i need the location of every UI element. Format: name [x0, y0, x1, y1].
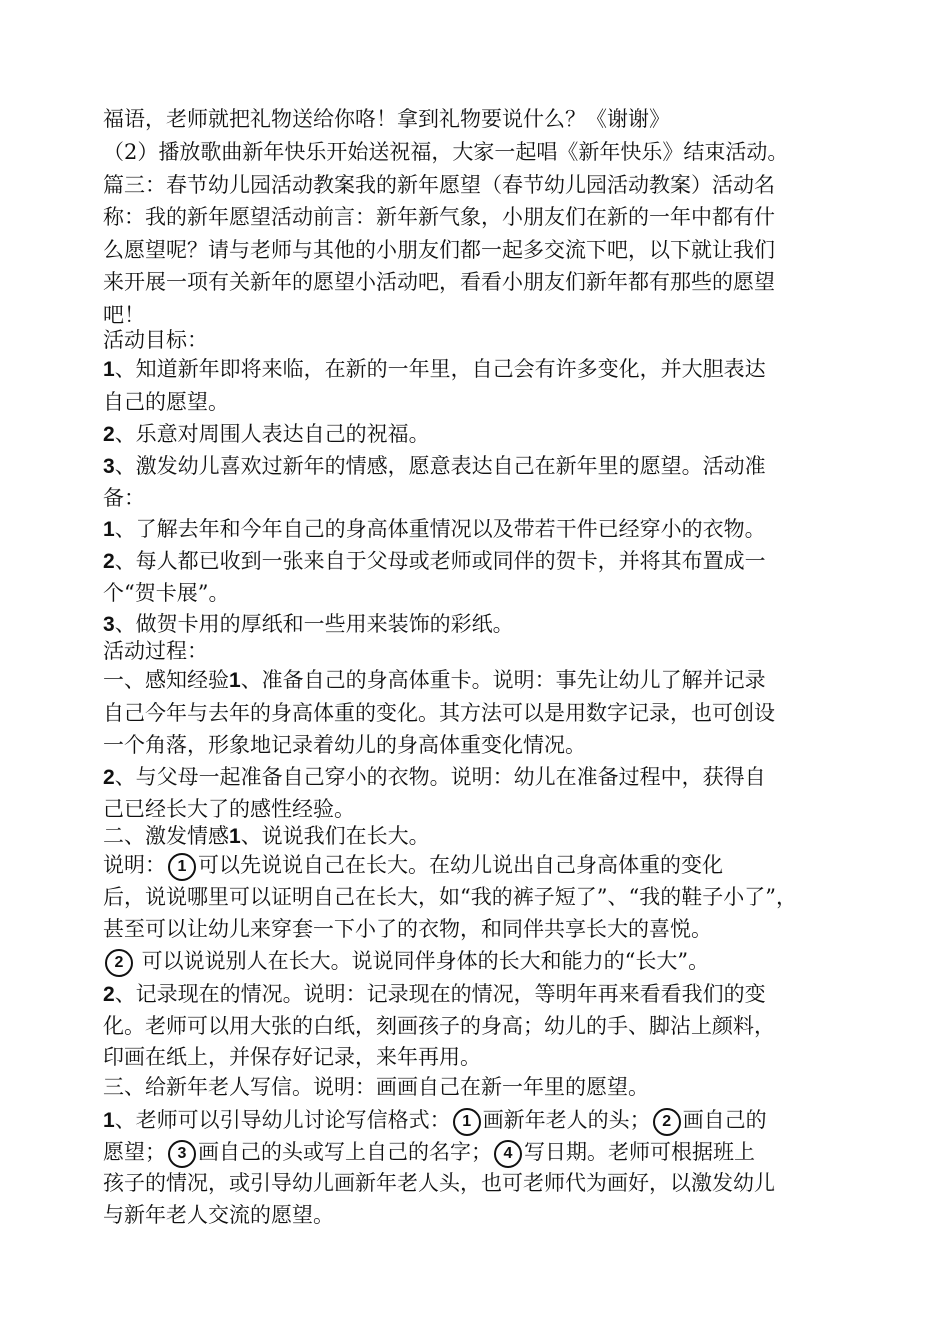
text-line: 二、激发情感1、说说我们在长大。: [103, 824, 430, 848]
text-line: 愿望； 3 画自己的头或写上自己的名字； 4 写日期。老师可根据班上: [103, 1137, 755, 1167]
section-heading: 活动目标：: [103, 328, 208, 352]
list-item: 1、了解去年和今年自己的身高体重情况以及带若干件已经穿小的衣物。: [103, 517, 766, 541]
text-line: 2 可以说说别人在长大。说说同伴身体的长大和能力的“长大”。: [103, 946, 709, 976]
text-line: 个“贺卡展”。: [103, 581, 230, 605]
circled-number: 4: [494, 1140, 522, 1168]
text-line: 自己今年与去年的身高体重的变化。其方法可以是用数字记录，也可创设: [103, 701, 775, 725]
list-item: 2、乐意对周围人表达自己的祝福。: [103, 422, 430, 446]
text-line: 与新年老人交流的愿望。: [103, 1203, 334, 1227]
list-item: 1、老师可以引导幼儿讨论写信格式： 1 画新年老人的头； 2 画自己的: [103, 1105, 767, 1135]
circled-number: 1: [168, 853, 196, 881]
text-line: 说明： 1 可以先说说自己在长大。在幼儿说出自己身高体重的变化: [103, 850, 723, 880]
list-item: 3、做贺卡用的厚纸和一些用来装饰的彩纸。: [103, 612, 514, 636]
list-item: 2、记录现在的情况。说明：记录现在的情况，等明年再来看看我们的变: [103, 982, 766, 1006]
section-heading: 活动过程：: [103, 639, 208, 663]
text-line: 己已经长大了的感性经验。: [103, 797, 355, 821]
list-item: 2、每人都已收到一张来自于父母或老师或同伴的贺卡，并将其布置成一: [103, 549, 766, 573]
text-line: 印画在纸上，并保存好记录，来年再用。: [103, 1045, 481, 1069]
text-line: 三、给新年老人写信。说明：画画自己在新一年里的愿望。: [103, 1075, 649, 1099]
text-line: 一个角落，形象地记录着幼儿的身高体重变化情况。: [103, 733, 586, 757]
text-line: 后，说说哪里可以证明自己在长大，如“我的裤子短了”、“我的鞋子小了”，: [103, 885, 797, 909]
text-line: 吧！: [103, 303, 145, 327]
circled-number: 3: [168, 1140, 196, 1168]
text-line: 自己的愿望。: [103, 390, 229, 414]
text-line: 孩子的情况，或引导幼儿画新年老人头，也可老师代为画好，以激发幼儿: [103, 1171, 775, 1195]
text-line: 化。老师可以用大张的白纸，刻画孩子的身高；幼儿的手、脚沾上颜料，: [103, 1014, 775, 1038]
list-item: 3、激发幼儿喜欢过新年的情感，愿意表达自己在新年里的愿望。活动准: [103, 454, 766, 478]
text-line: 福语，老师就把礼物送给你咯！拿到礼物要说什么？《谢谢》: [103, 107, 670, 131]
text-line: （2）播放歌曲新年快乐开始送祝福，大家一起唱《新年快乐》结束活动。: [103, 140, 789, 164]
circled-number: 2: [653, 1108, 681, 1136]
list-item: 1、知道新年即将来临，在新的一年里，自己会有许多变化，并大胆表达: [103, 357, 766, 381]
circled-number: 2: [105, 949, 133, 977]
text-line: 称：我的新年愿望活动前言：新年新气象，小朋友们在新的一年中都有什: [103, 205, 775, 229]
text-line: 甚至可以让幼儿来穿套一下小了的衣物，和同伴共享长大的喜悦。: [103, 917, 712, 941]
circled-number: 1: [453, 1108, 481, 1136]
text-line: 一、感知经验1、准备自己的身高体重卡。说明：事先让幼儿了解并记录: [103, 668, 766, 692]
text-line: 备：: [103, 486, 145, 510]
text-line: 来开展一项有关新年的愿望小活动吧，看看小朋友们新年都有那些的愿望: [103, 270, 775, 294]
text-line: 篇三：春节幼儿园活动教案我的新年愿望（春节幼儿园活动教案）活动名: [103, 173, 775, 197]
text-line: 么愿望呢？请与老师与其他的小朋友们都一起多交流下吧，以下就让我们: [103, 238, 775, 262]
list-item: 2、与父母一起准备自己穿小的衣物。说明：幼儿在准备过程中，获得自: [103, 765, 766, 789]
